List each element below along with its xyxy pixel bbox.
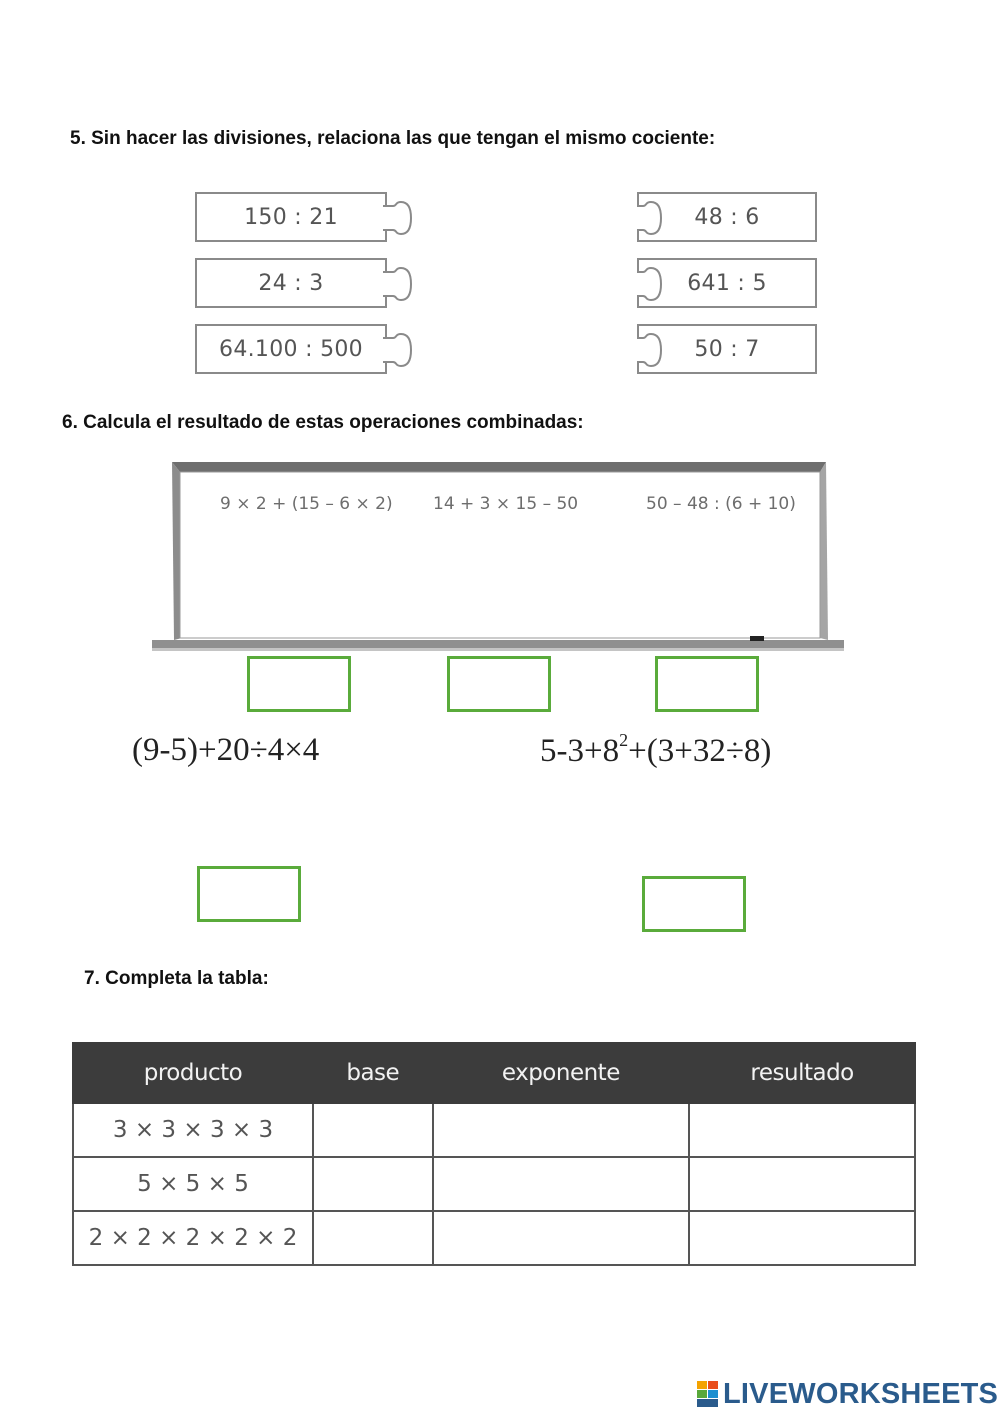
puzzle-piece-right-1[interactable] [637,192,817,242]
cell-base-input[interactable] [313,1211,433,1265]
board-operation-3: 50 – 48 : (6 + 10) [646,494,796,514]
puzzle-slot-icon [637,270,665,300]
puzzle-piece-label: 150 : 21 [244,204,338,230]
cell-exponente-input[interactable] [433,1211,690,1265]
answer-box-board-1[interactable] [247,656,351,712]
column-header-base: base [313,1043,433,1103]
answer-box-board-2[interactable] [447,656,551,712]
cell-producto: 3 × 3 × 3 × 3 [73,1103,313,1157]
puzzle-tab-icon [383,204,415,234]
logo-text: LIVEWORKSHEETS [723,1377,999,1410]
cell-base-input[interactable] [313,1157,433,1211]
table-header-row [73,1043,915,1103]
puzzle-piece-label: 64.100 : 500 [219,336,363,362]
table-row [73,1103,915,1157]
puzzle-tab-icon [383,336,415,366]
column-header-resultado: resultado [689,1043,915,1103]
cell-exponente-input[interactable] [433,1157,690,1211]
puzzle-slot-icon [637,336,665,366]
puzzle-piece-right-2[interactable] [637,258,817,308]
puzzle-slot-icon [637,204,665,234]
liveworksheets-logo [697,1378,998,1410]
board-operation-1: 9 × 2 + (15 – 6 × 2) [220,494,393,514]
expression-2-rest: +(3+32÷8) [628,733,772,769]
cell-producto: 2 × 2 × 2 × 2 × 2 [73,1211,313,1265]
exercise-6-heading: 6. Calcula el resultado de estas operaciones combinadas: [62,412,584,433]
puzzle-piece-label: 641 : 5 [687,270,767,296]
puzzle-piece-label: 50 : 7 [694,336,760,362]
puzzle-piece-right-3[interactable] [637,324,817,374]
powers-table [72,1042,916,1266]
puzzle-piece-label: 48 : 6 [694,204,760,230]
puzzle-piece-label: 24 : 3 [258,270,324,296]
puzzle-tab-icon [383,270,415,300]
cell-exponente-input[interactable] [433,1103,690,1157]
cell-producto: 5 × 5 × 5 [73,1157,313,1211]
board-operation-2: 14 + 3 × 15 – 50 [433,494,579,514]
puzzle-piece-left-2[interactable] [195,258,387,308]
cell-resultado-input[interactable] [689,1157,915,1211]
liveworksheets-badge-icon [697,1381,719,1407]
expression-2-exponent: 2 [619,730,629,750]
whiteboard [150,458,850,654]
expression-2-base: 5-3+8 [540,733,620,769]
answer-box-expression-1[interactable] [197,866,301,922]
answer-box-expression-2[interactable] [642,876,746,932]
column-header-exponente: exponente [433,1043,690,1103]
cell-base-input[interactable] [313,1103,433,1157]
cell-resultado-input[interactable] [689,1103,915,1157]
exercise-7-heading: 7. Completa la tabla: [84,968,269,989]
puzzle-piece-left-1[interactable] [195,192,387,242]
cell-resultado-input[interactable] [689,1211,915,1265]
expression-2 [540,730,771,770]
column-header-producto: producto [73,1043,313,1103]
expression-1: (9-5)+20÷4×4 [132,732,320,768]
table-row [73,1211,915,1265]
exercise-5-heading: 5. Sin hacer las divisiones, relaciona las que tengan el mismo cociente: [70,128,716,149]
answer-box-board-3[interactable] [655,656,759,712]
marker-icon [750,636,764,641]
puzzle-piece-left-3[interactable] [195,324,387,374]
table-row [73,1157,915,1211]
